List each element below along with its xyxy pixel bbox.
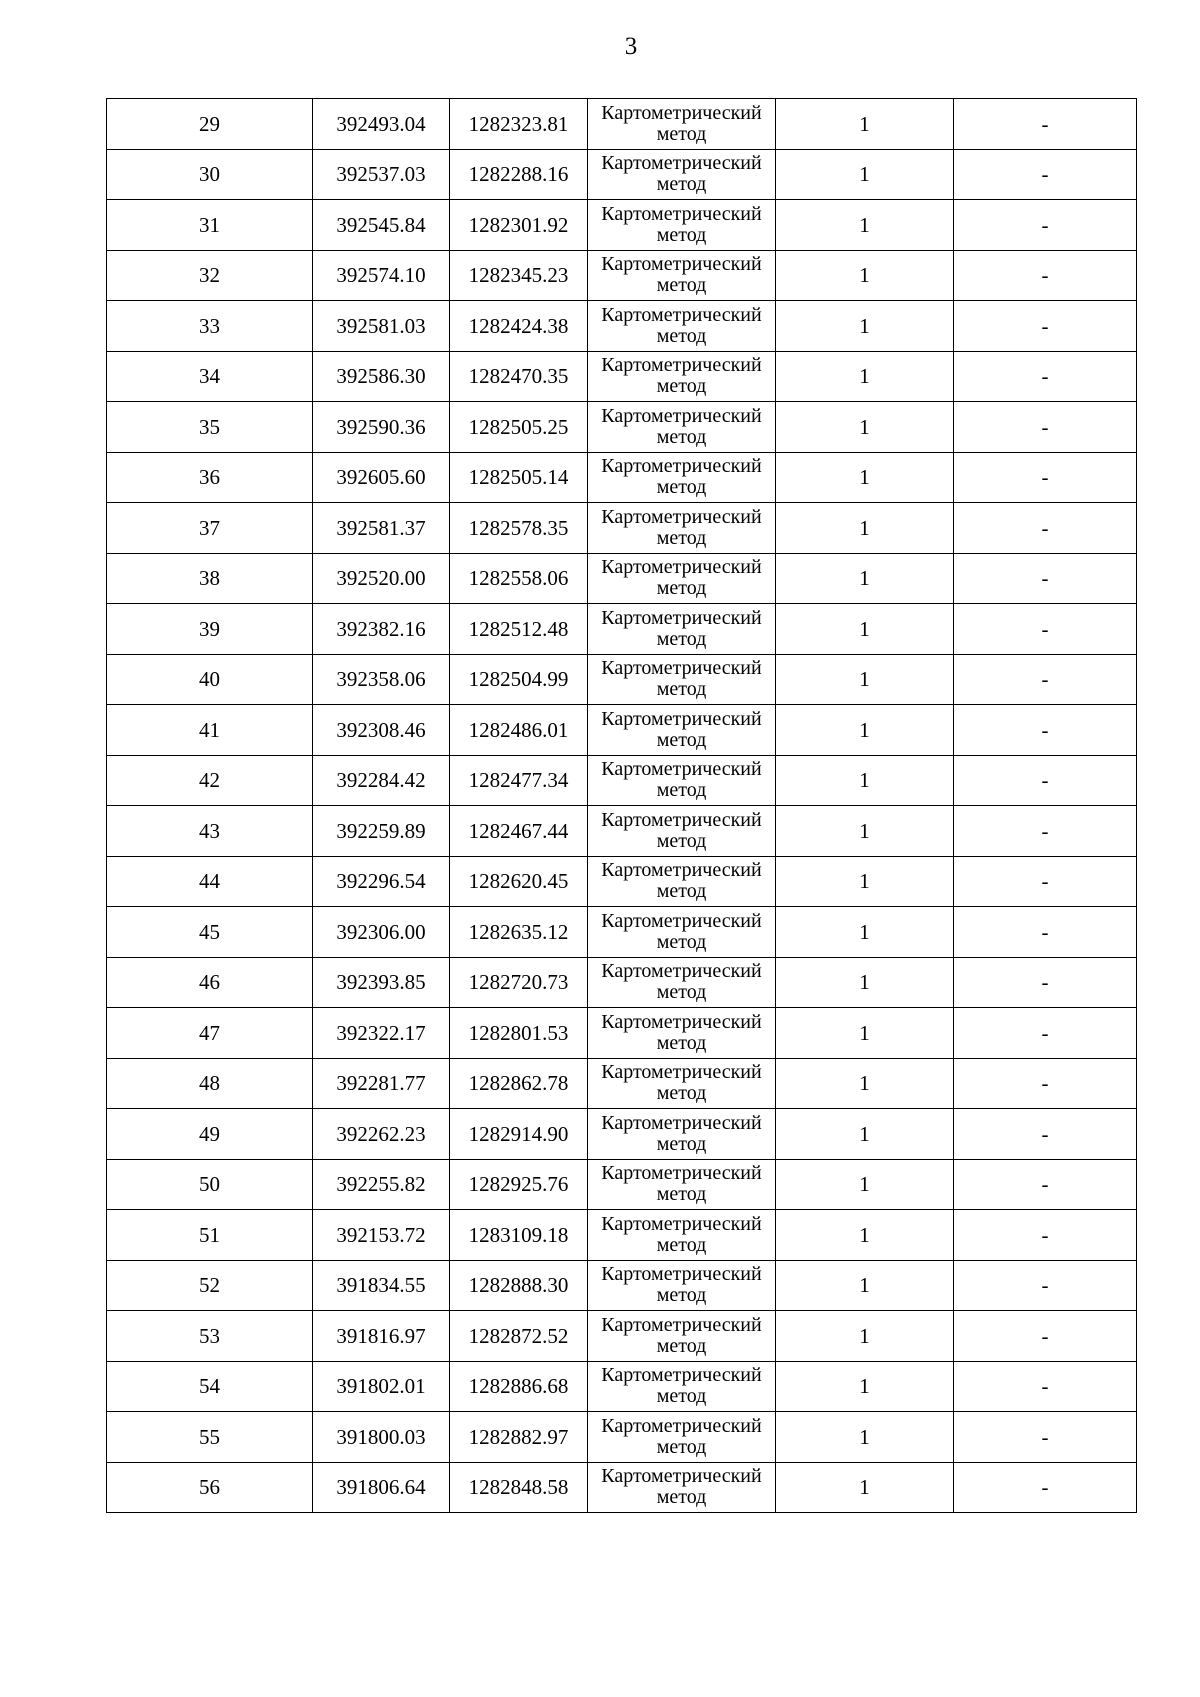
note-cell: - xyxy=(954,402,1137,453)
method-line-1: Картометрический xyxy=(601,859,762,882)
method-line-2: метод xyxy=(656,1031,707,1054)
x-coordinate-cell: 392322.17 xyxy=(313,1008,450,1059)
x-coordinate-cell: 391806.64 xyxy=(313,1462,450,1513)
x-coordinate-cell: 392358.06 xyxy=(313,654,450,705)
y-coordinate-cell: 1282505.14 xyxy=(450,452,588,503)
method-cell xyxy=(588,402,776,453)
method-line-2: метод xyxy=(656,880,707,903)
method-line-2: метод xyxy=(656,1435,707,1458)
accuracy-cell: 1 xyxy=(776,1210,954,1261)
x-coordinate-cell: 392605.60 xyxy=(313,452,450,503)
x-coordinate-cell: 391800.03 xyxy=(313,1412,450,1463)
table-row xyxy=(107,755,1137,806)
accuracy-cell: 1 xyxy=(776,856,954,907)
point-number-cell: 35 xyxy=(107,402,313,453)
note-cell: - xyxy=(954,301,1137,352)
accuracy-cell: 1 xyxy=(776,99,954,150)
page-number: 3 xyxy=(624,33,638,60)
method-cell xyxy=(588,200,776,251)
y-coordinate-cell: 1282323.81 xyxy=(450,99,588,150)
method-cell xyxy=(588,1058,776,1109)
method-cell xyxy=(588,604,776,655)
x-coordinate-cell: 392259.89 xyxy=(313,806,450,857)
point-number-cell: 36 xyxy=(107,452,313,503)
method-line-2: метод xyxy=(656,728,707,751)
table-row xyxy=(107,250,1137,301)
note-cell: - xyxy=(954,1109,1137,1160)
method-line-1: Картометрический xyxy=(601,505,762,528)
method-line-1: Картометрический xyxy=(601,657,762,680)
note-cell: - xyxy=(954,503,1137,554)
table-row xyxy=(107,1311,1137,1362)
y-coordinate-cell: 1282720.73 xyxy=(450,957,588,1008)
x-coordinate-cell: 392382.16 xyxy=(313,604,450,655)
method-line-1: Картометрический xyxy=(601,404,762,427)
accuracy-cell: 1 xyxy=(776,301,954,352)
table-row xyxy=(107,553,1137,604)
x-coordinate-cell: 392281.77 xyxy=(313,1058,450,1109)
x-coordinate-cell: 392262.23 xyxy=(313,1109,450,1160)
accuracy-cell: 1 xyxy=(776,1109,954,1160)
x-coordinate-cell: 392545.84 xyxy=(313,200,450,251)
y-coordinate-cell: 1282882.97 xyxy=(450,1412,588,1463)
accuracy-cell: 1 xyxy=(776,957,954,1008)
note-cell: - xyxy=(954,351,1137,402)
note-cell: - xyxy=(954,1210,1137,1261)
accuracy-cell: 1 xyxy=(776,402,954,453)
x-coordinate-cell: 392581.03 xyxy=(313,301,450,352)
method-cell xyxy=(588,806,776,857)
point-number-cell: 50 xyxy=(107,1159,313,1210)
method-cell xyxy=(588,149,776,200)
table-row xyxy=(107,654,1137,705)
table-row xyxy=(107,1260,1137,1311)
table-row xyxy=(107,351,1137,402)
y-coordinate-cell: 1282424.38 xyxy=(450,301,588,352)
method-line-2: метод xyxy=(656,122,707,145)
method-line-2: метод xyxy=(656,678,707,701)
method-line-1: Картометрический xyxy=(601,1465,762,1488)
method-line-2: метод xyxy=(656,1183,707,1206)
coordinates-table-body xyxy=(107,99,1137,1513)
y-coordinate-cell: 1282888.30 xyxy=(450,1260,588,1311)
accuracy-cell: 1 xyxy=(776,1462,954,1513)
point-number-cell: 49 xyxy=(107,1109,313,1160)
accuracy-cell: 1 xyxy=(776,200,954,251)
point-number-cell: 33 xyxy=(107,301,313,352)
method-line-2: метод xyxy=(656,425,707,448)
table-row xyxy=(107,452,1137,503)
accuracy-cell: 1 xyxy=(776,1159,954,1210)
note-cell: - xyxy=(954,755,1137,806)
table-row xyxy=(107,1412,1137,1463)
accuracy-cell: 1 xyxy=(776,553,954,604)
x-coordinate-cell: 392255.82 xyxy=(313,1159,450,1210)
y-coordinate-cell: 1282486.01 xyxy=(450,705,588,756)
table-row xyxy=(107,1008,1137,1059)
method-cell xyxy=(588,553,776,604)
point-number-cell: 51 xyxy=(107,1210,313,1261)
point-number-cell: 38 xyxy=(107,553,313,604)
y-coordinate-cell: 1282801.53 xyxy=(450,1008,588,1059)
method-line-2: метод xyxy=(656,375,707,398)
point-number-cell: 45 xyxy=(107,907,313,958)
y-coordinate-cell: 1282886.68 xyxy=(450,1361,588,1412)
y-coordinate-cell: 1282914.90 xyxy=(450,1109,588,1160)
method-cell xyxy=(588,654,776,705)
method-cell xyxy=(588,755,776,806)
method-cell xyxy=(588,1311,776,1362)
table-row xyxy=(107,99,1137,150)
method-line-2: метод xyxy=(656,223,707,246)
method-cell xyxy=(588,907,776,958)
point-number-cell: 44 xyxy=(107,856,313,907)
x-coordinate-cell: 391834.55 xyxy=(313,1260,450,1311)
method-cell xyxy=(588,957,776,1008)
note-cell: - xyxy=(954,99,1137,150)
table-row xyxy=(107,1058,1137,1109)
accuracy-cell: 1 xyxy=(776,1260,954,1311)
method-line-1: Картометрический xyxy=(601,1364,762,1387)
y-coordinate-cell: 1283109.18 xyxy=(450,1210,588,1261)
method-cell xyxy=(588,1210,776,1261)
method-line-1: Картометрический xyxy=(601,1061,762,1084)
x-coordinate-cell: 392581.37 xyxy=(313,503,450,554)
method-line-1: Картометрический xyxy=(601,253,762,276)
note-cell: - xyxy=(954,654,1137,705)
y-coordinate-cell: 1282848.58 xyxy=(450,1462,588,1513)
y-coordinate-cell: 1282512.48 xyxy=(450,604,588,655)
point-number-cell: 54 xyxy=(107,1361,313,1412)
method-line-1: Картометрический xyxy=(601,455,762,478)
point-number-cell: 55 xyxy=(107,1412,313,1463)
method-line-2: метод xyxy=(656,476,707,499)
method-line-1: Картометрический xyxy=(601,1414,762,1437)
table-row xyxy=(107,503,1137,554)
note-cell: - xyxy=(954,1412,1137,1463)
y-coordinate-cell: 1282470.35 xyxy=(450,351,588,402)
note-cell: - xyxy=(954,553,1137,604)
method-line-2: метод xyxy=(656,981,707,1004)
method-cell xyxy=(588,856,776,907)
x-coordinate-cell: 392393.85 xyxy=(313,957,450,1008)
table-row xyxy=(107,1109,1137,1160)
note-cell: - xyxy=(954,1260,1137,1311)
y-coordinate-cell: 1282345.23 xyxy=(450,250,588,301)
x-coordinate-cell: 392308.46 xyxy=(313,705,450,756)
point-number-cell: 53 xyxy=(107,1311,313,1362)
note-cell: - xyxy=(954,806,1137,857)
table-row xyxy=(107,957,1137,1008)
method-line-2: метод xyxy=(656,1486,707,1509)
method-line-1: Картометрический xyxy=(601,556,762,579)
point-number-cell: 34 xyxy=(107,351,313,402)
method-line-2: метод xyxy=(656,1132,707,1155)
note-cell: - xyxy=(954,856,1137,907)
x-coordinate-cell: 392306.00 xyxy=(313,907,450,958)
method-cell xyxy=(588,99,776,150)
table-row xyxy=(107,1210,1137,1261)
note-cell: - xyxy=(954,1159,1137,1210)
x-coordinate-cell: 392153.72 xyxy=(313,1210,450,1261)
note-cell: - xyxy=(954,907,1137,958)
method-cell xyxy=(588,1159,776,1210)
point-number-cell: 48 xyxy=(107,1058,313,1109)
accuracy-cell: 1 xyxy=(776,806,954,857)
method-line-2: метод xyxy=(656,829,707,852)
y-coordinate-cell: 1282925.76 xyxy=(450,1159,588,1210)
x-coordinate-cell: 392296.54 xyxy=(313,856,450,907)
table-row xyxy=(107,1462,1137,1513)
accuracy-cell: 1 xyxy=(776,604,954,655)
accuracy-cell: 1 xyxy=(776,654,954,705)
point-number-cell: 29 xyxy=(107,99,313,150)
y-coordinate-cell: 1282301.92 xyxy=(450,200,588,251)
method-cell xyxy=(588,250,776,301)
method-line-1: Картометрический xyxy=(601,1313,762,1336)
x-coordinate-cell: 391802.01 xyxy=(313,1361,450,1412)
method-line-1: Картометрический xyxy=(601,202,762,225)
method-cell xyxy=(588,1361,776,1412)
method-cell xyxy=(588,503,776,554)
method-cell xyxy=(588,1260,776,1311)
x-coordinate-cell: 392590.36 xyxy=(313,402,450,453)
method-line-2: метод xyxy=(656,1334,707,1357)
accuracy-cell: 1 xyxy=(776,907,954,958)
note-cell: - xyxy=(954,957,1137,1008)
method-line-2: метод xyxy=(656,1233,707,1256)
point-number-cell: 47 xyxy=(107,1008,313,1059)
note-cell: - xyxy=(954,604,1137,655)
table-row xyxy=(107,1159,1137,1210)
method-cell xyxy=(588,1412,776,1463)
point-number-cell: 31 xyxy=(107,200,313,251)
point-number-cell: 37 xyxy=(107,503,313,554)
accuracy-cell: 1 xyxy=(776,705,954,756)
y-coordinate-cell: 1282862.78 xyxy=(450,1058,588,1109)
note-cell: - xyxy=(954,250,1137,301)
x-coordinate-cell: 392574.10 xyxy=(313,250,450,301)
note-cell: - xyxy=(954,1311,1137,1362)
method-cell xyxy=(588,1462,776,1513)
y-coordinate-cell: 1282872.52 xyxy=(450,1311,588,1362)
point-number-cell: 43 xyxy=(107,806,313,857)
table-row xyxy=(107,705,1137,756)
point-number-cell: 41 xyxy=(107,705,313,756)
note-cell: - xyxy=(954,705,1137,756)
x-coordinate-cell: 391816.97 xyxy=(313,1311,450,1362)
note-cell: - xyxy=(954,452,1137,503)
method-line-2: метод xyxy=(656,1284,707,1307)
method-line-2: метод xyxy=(656,577,707,600)
table-row xyxy=(107,907,1137,958)
method-line-2: метод xyxy=(656,930,707,953)
note-cell: - xyxy=(954,1361,1137,1412)
accuracy-cell: 1 xyxy=(776,149,954,200)
table-row xyxy=(107,301,1137,352)
note-cell: - xyxy=(954,1462,1137,1513)
method-line-1: Картометрический xyxy=(601,808,762,831)
method-line-1: Картометрический xyxy=(601,707,762,730)
point-number-cell: 46 xyxy=(107,957,313,1008)
point-number-cell: 56 xyxy=(107,1462,313,1513)
table-row xyxy=(107,402,1137,453)
accuracy-cell: 1 xyxy=(776,250,954,301)
method-line-1: Картометрический xyxy=(601,1212,762,1235)
accuracy-cell: 1 xyxy=(776,503,954,554)
y-coordinate-cell: 1282477.34 xyxy=(450,755,588,806)
point-number-cell: 32 xyxy=(107,250,313,301)
y-coordinate-cell: 1282620.45 xyxy=(450,856,588,907)
x-coordinate-cell: 392520.00 xyxy=(313,553,450,604)
x-coordinate-cell: 392537.03 xyxy=(313,149,450,200)
method-line-2: метод xyxy=(656,627,707,650)
method-line-2: метод xyxy=(656,173,707,196)
method-line-1: Картометрический xyxy=(601,152,762,175)
y-coordinate-cell: 1282504.99 xyxy=(450,654,588,705)
y-coordinate-cell: 1282578.35 xyxy=(450,503,588,554)
point-number-cell: 39 xyxy=(107,604,313,655)
method-line-1: Картометрический xyxy=(601,909,762,932)
method-cell xyxy=(588,705,776,756)
accuracy-cell: 1 xyxy=(776,1412,954,1463)
method-line-1: Картометрический xyxy=(601,354,762,377)
point-number-cell: 42 xyxy=(107,755,313,806)
method-line-1: Картометрический xyxy=(601,1010,762,1033)
method-line-1: Картометрический xyxy=(601,1162,762,1185)
table-row xyxy=(107,1361,1137,1412)
method-cell xyxy=(588,1109,776,1160)
method-cell xyxy=(588,351,776,402)
method-line-2: метод xyxy=(656,274,707,297)
y-coordinate-cell: 1282635.12 xyxy=(450,907,588,958)
table-row xyxy=(107,149,1137,200)
method-line-2: метод xyxy=(656,779,707,802)
method-line-2: метод xyxy=(656,526,707,549)
method-line-2: метод xyxy=(656,1082,707,1105)
table-row xyxy=(107,806,1137,857)
accuracy-cell: 1 xyxy=(776,351,954,402)
method-cell xyxy=(588,301,776,352)
y-coordinate-cell: 1282505.25 xyxy=(450,402,588,453)
coordinates-table xyxy=(106,98,1137,1513)
method-line-1: Картометрический xyxy=(601,960,762,983)
method-line-1: Картометрический xyxy=(601,1263,762,1286)
method-cell xyxy=(588,452,776,503)
point-number-cell: 40 xyxy=(107,654,313,705)
accuracy-cell: 1 xyxy=(776,755,954,806)
note-cell: - xyxy=(954,200,1137,251)
method-line-2: метод xyxy=(656,1385,707,1408)
table-row xyxy=(107,856,1137,907)
x-coordinate-cell: 392586.30 xyxy=(313,351,450,402)
method-line-1: Картометрический xyxy=(601,303,762,326)
point-number-cell: 52 xyxy=(107,1260,313,1311)
accuracy-cell: 1 xyxy=(776,1058,954,1109)
note-cell: - xyxy=(954,149,1137,200)
accuracy-cell: 1 xyxy=(776,1361,954,1412)
method-cell xyxy=(588,1008,776,1059)
accuracy-cell: 1 xyxy=(776,1008,954,1059)
point-number-cell: 30 xyxy=(107,149,313,200)
method-line-2: метод xyxy=(656,324,707,347)
method-line-1: Картометрический xyxy=(601,758,762,781)
note-cell: - xyxy=(954,1058,1137,1109)
method-line-1: Картометрический xyxy=(601,101,762,124)
note-cell: - xyxy=(954,1008,1137,1059)
method-line-1: Картометрический xyxy=(601,606,762,629)
table-row xyxy=(107,200,1137,251)
x-coordinate-cell: 392284.42 xyxy=(313,755,450,806)
x-coordinate-cell: 392493.04 xyxy=(313,99,450,150)
table-row xyxy=(107,604,1137,655)
method-line-1: Картометрический xyxy=(601,1111,762,1134)
y-coordinate-cell: 1282467.44 xyxy=(450,806,588,857)
accuracy-cell: 1 xyxy=(776,452,954,503)
y-coordinate-cell: 1282288.16 xyxy=(450,149,588,200)
accuracy-cell: 1 xyxy=(776,1311,954,1362)
y-coordinate-cell: 1282558.06 xyxy=(450,553,588,604)
